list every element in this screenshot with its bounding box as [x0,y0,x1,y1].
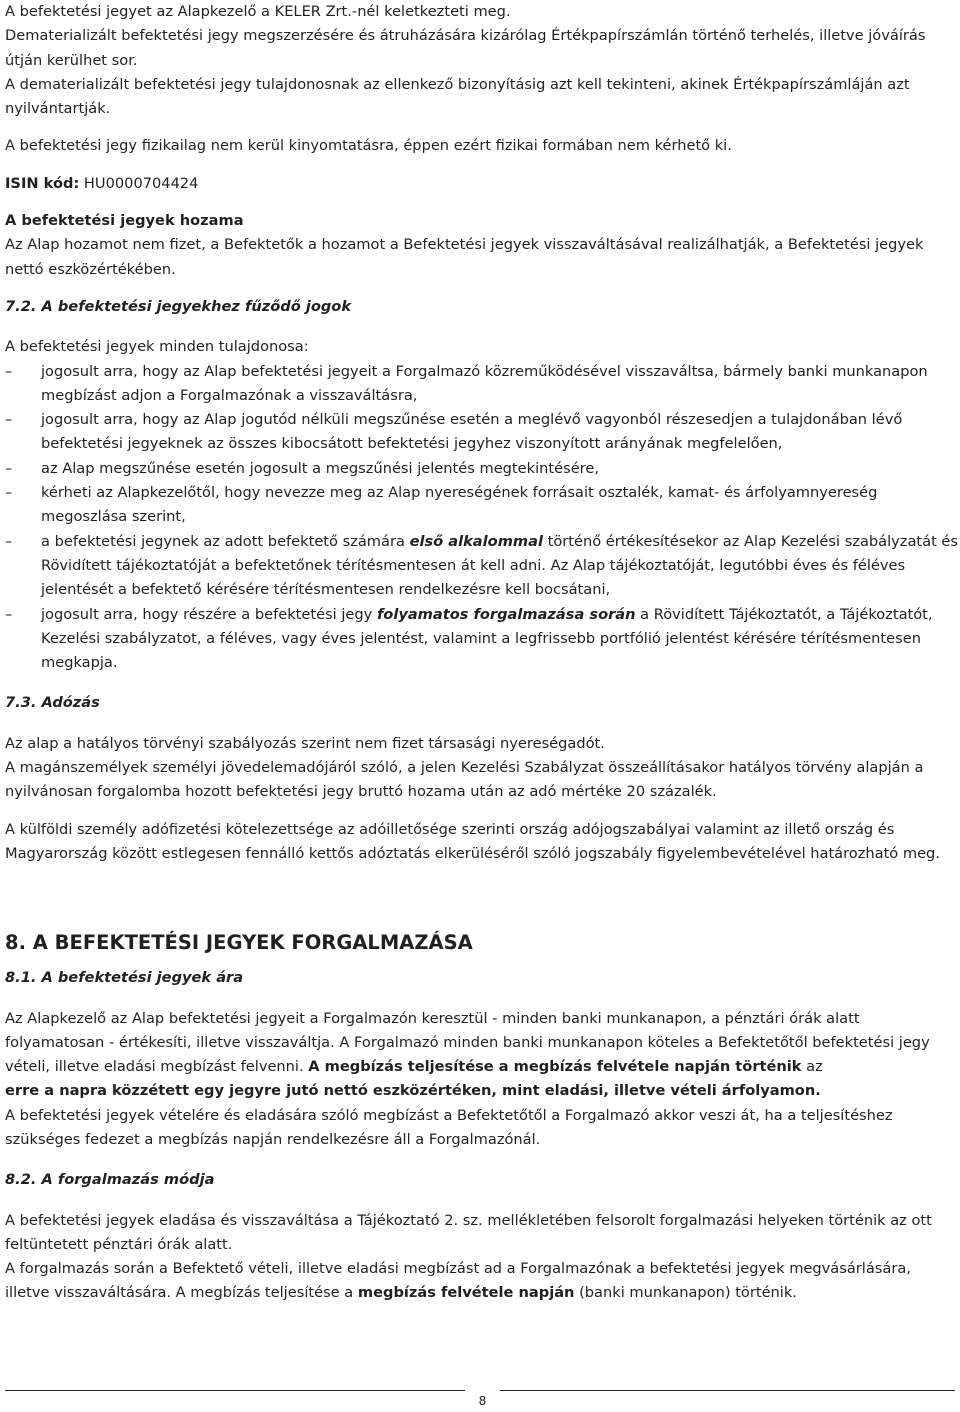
rights-item-text: jogosult arra, hogy részére a befektetési jegy [41,605,377,623]
distribution-text: (banki munkanapon) történik. [574,1284,797,1302]
section-7-2-number: 7.2. [5,297,37,315]
price-text: Az Alapkezelő az Alap befektetési jegyeit a Forgalmazón keresztül - minden banki munkanapon, a pénztári órák alatt folyamatosan - értékesíti, illetve visszaváltja. A Forgalmazó minden banki munkanapon köteles a Befektetőtől befektetési jegy vételi, illetve eladási megbízást felvenni. [5,1009,930,1076]
intro-paragraph-owner: A dematerializált befektetési jegy tulajdonosnak az ellenkező bizonyításig azt kell tekinteni, akinek Értékpapírszámláján azt nyilvántartják. [5,75,910,118]
intro-paragraph-transfer: Dematerializált befektetési jegy megszerzésére és átruházására kizárólag Értékpapírszámlán történő terhelés, illetve jóváírás útján kerülhet sor. [5,27,926,69]
price-bold-text: erre a napra közzétett egy jegyre jutó nettó eszközértéken, mint eladási, illetve vételi árfolyamon. [5,1082,821,1100]
section-8-2-heading: 8.2. A forgalmazás módja [5,1171,215,1189]
hozama-text: Az Alap hozamot nem fizet, a Befektetők a hozamot a Befektetési jegyek visszaváltásával realizálhatják, a Befektetési jegyek nettó eszközértékében. [5,236,924,278]
intro-paragraph-physical: A befektetési jegy fizikailag nem kerül kinyomtatásra, éppen ezért fizikai formában nem kérhető ki. [5,137,732,155]
distribution-text: A forgalmazás során a Befektető vételi, illetve eladási megbízást ad a Forgalmazónak a befektetési jegyek megvásárlására, illetve visszaváltására. A megbízás teljesítése a [5,1260,911,1302]
intro-paragraph-keler: A befektetési jegyet az Alapkezelő a KELER Zrt.-nél keletkezteti meg. [5,3,511,20]
distribution-bold-text: megbízás felvétele napján [357,1284,575,1302]
page-number: 8 [478,1394,487,1408]
price-bold-text: A megbízás teljesítése a megbízás felvétele napján történik [308,1058,802,1076]
tax-paragraph-corporate: Az alap a hatályos törvényi szabályozás szerint nem fizet társasági nyereségadót. [5,734,605,752]
chapter-8-title: 8. A BEFEKTETÉSI JEGYEK FORGALMAZÁSA [5,931,473,955]
hozama-heading: A befektetési jegyek hozama [5,212,244,230]
section-7-3-heading: 7.3. Adózás [5,694,100,712]
price-paragraph-coverage: A befektetési jegyek vételére és eladására szóló megbízást a Befektetőtől a Forgalmazó akkor veszi át, ha a teljesítéshez szükséges fedezet a megbízás napján rendelkezésre áll a Forgalmazónál. [5,1106,893,1148]
price-paragraph [5,1007,960,1104]
rights-item-text: történő értékesítésekor az Alap Kezelési szabályzatát és Rövidített tájékoztatóját a befektetőnek térítésmentesen át kell adni. Az Alap tájékoztatóját, legutóbbi éves és féléves jelentését a befektető kérésére térítésmentesen rendelkezésre kell bocsátani, [41,532,959,599]
rights-list-item: – jogosult arra, hogy az Alap befektetési jegyeit a Forgalmazó közreműködésével visszaváltsa, bármely banki munkanapon megbízást adjon a Forgalmazónak a visszaváltásra, [5,360,960,409]
isin-line [5,172,960,196]
document-page [5,0,960,1306]
footer-rule-left [5,1390,465,1391]
section-7-2-heading [5,295,960,319]
rights-item-text: a befektetési jegynek az adott befektető számára [41,532,410,550]
rights-list-item: – az Alap megszűnése esetén jogosult a megszűnési jelentés megtekintésére, [5,457,960,481]
price-text: az [801,1058,823,1076]
tax-paragraph-personal: A magánszemélyek személyi jövedelemadójáról szóló, a jelen Kezelési Szabályzat összeállításakor hatályos törvény alapján a nyilvánosan forgalomba hozott befektetési jegy bruttó hozama után az adó mértéke 20 százalék. [5,759,924,801]
rights-item-emphasis: első alkalommal [409,532,543,550]
rights-list-item: – kérheti az Alapkezelőtől, hogy nevezze meg az Alap nyereségének forrásait osztalék, kamat- és árfolyamnyereség megoszlása szerint, [5,481,960,530]
rights-item-emphasis: folyamatos forgalmazása során [376,605,636,623]
distribution-paragraph-places: A befektetési jegyek eladása és visszaváltása a Tájékoztató 2. sz. mellékletében felsorolt forgalmazási helyeken történik az ott feltüntetett pénztári órák alatt. [5,1211,932,1253]
isin-value: HU0000704424 [79,174,199,192]
rights-list [5,360,960,676]
section-7-2-title: A befektetési jegyekhez fűződő jogok [36,297,352,315]
distribution-paragraph-orders [5,1257,960,1306]
tax-paragraph-foreign: A külföldi személy adófizetési kötelezettsége az adóilletősége szerinti ország adójogszabályai valamint az illető ország és Magyarország között estlegesen fennálló kettős adóztatás elkerüléséről szóló jogszabály figyelembevételével határozható meg. [5,820,940,862]
rights-item-text: a Rövidített Tájékoztatót, a Tájékoztatót, Kezelési szabályzatot, a féléves, vagy éves jelentést, valamint a legfrissebb portfólió jelentést kérésére térítésmentesen megkapja. [41,605,933,672]
section-8-1-heading: 8.1. A befektetési jegyek ára [5,969,244,987]
isin-label: ISIN kód: [5,174,80,192]
page-footer [0,1388,960,1412]
rights-list-item [5,603,960,676]
rights-list-item [5,530,960,603]
section-7-2-lead: A befektetési jegyek minden tulajdonosa: [5,338,309,356]
footer-rule-right [500,1390,955,1391]
rights-list-item: – jogosult arra, hogy az Alap jogutód nélküli megszűnése esetén a meglévő vagyonból részesedjen a tulajdonában lévő befektetési jegyeknek az összes kibocsátott befektetési jegyhez viszonyított arányának megfelelően, [5,408,960,457]
